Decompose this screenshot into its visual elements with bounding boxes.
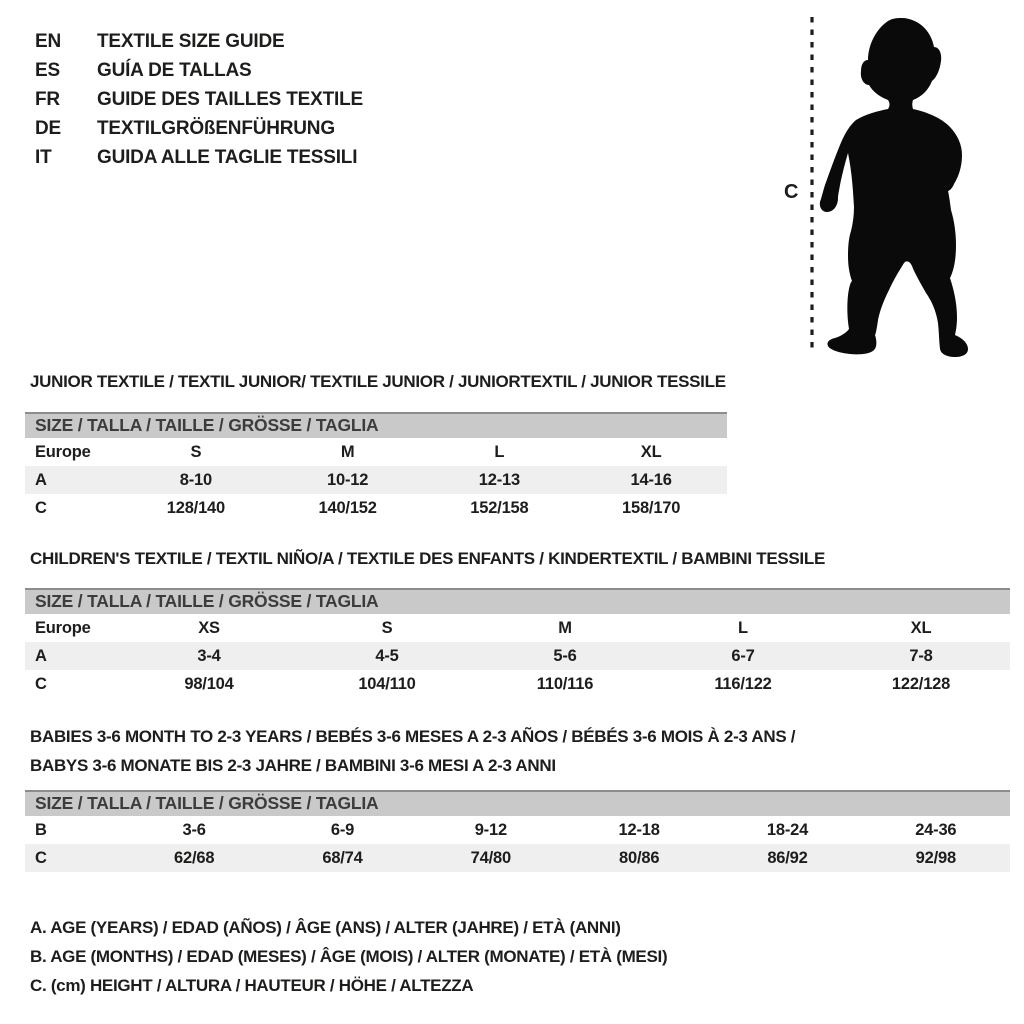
language-label: GUIDE DES TAILLES TEXTILE (97, 89, 363, 110)
cell-value: 98/104 (184, 675, 234, 693)
cell-value: L (738, 619, 748, 637)
footnotes (30, 913, 667, 1000)
language-code: ES (35, 60, 60, 81)
cell-value: XL (640, 443, 662, 461)
section-title-babies-line2: BABYS 3-6 MONATE BIS 2-3 JAHRE / BAMBINI 3-6 MESI A 2-3 ANNI (30, 756, 556, 775)
row-label: A (35, 647, 47, 665)
cell-value: 104/110 (358, 675, 416, 693)
cell-value: XS (198, 619, 220, 637)
size-table-header: SIZE / TALLA / TAILLE / GRÖSSE / TAGLIA (25, 790, 1010, 816)
cell-value: 9-12 (474, 821, 507, 839)
language-code: EN (35, 31, 61, 52)
cell-value: 5-6 (553, 647, 577, 665)
language-row (35, 114, 363, 143)
language-row (35, 27, 363, 56)
measurement-figure (780, 5, 1010, 365)
cell-value: 110/116 (536, 675, 594, 693)
cell-value: 80/86 (619, 849, 660, 867)
language-code: FR (35, 89, 60, 110)
cell-value: 6-7 (731, 647, 755, 665)
section-title-babies-line1: BABIES 3-6 MONTH TO 2-3 YEARS / BEBÉS 3-6 MESES A 2-3 AÑOS / BÉBÉS 3-6 MOIS À 2-3 ANS / (30, 727, 796, 746)
table-row (25, 466, 727, 494)
row-label: Europe (35, 443, 91, 461)
row-label: C (35, 849, 47, 867)
table-row (25, 494, 727, 522)
row-label: C (35, 499, 47, 517)
cell-value: 14-16 (630, 471, 672, 489)
language-row (35, 85, 363, 114)
cell-value: 8-10 (179, 471, 212, 489)
language-label: TEXTILE SIZE GUIDE (97, 31, 285, 52)
language-label: GUIDA ALLE TAGLIE TESSILI (97, 147, 358, 168)
language-label: TEXTILGRÖßENFÜHRUNG (97, 118, 335, 139)
footnote-b: B. AGE (MONTHS) / EDAD (MESES) / ÂGE (MOIS) / ALTER (MONATE) / ETÀ (MESI) (30, 947, 668, 966)
table-row (25, 614, 1010, 642)
cell-value: L (494, 443, 505, 461)
cell-value: S (381, 619, 393, 637)
footnote-c: C. (cm) HEIGHT / ALTURA / HAUTEUR / HÖHE / ALTEZZA (30, 976, 474, 995)
cell-value: 18-24 (766, 821, 809, 839)
table-row (25, 670, 1010, 698)
cell-value: 6-9 (330, 821, 355, 839)
section-title-junior: JUNIOR TEXTILE / TEXTIL JUNIOR/ TEXTILE JUNIOR / JUNIORTEXTIL / JUNIOR TESSILE (30, 372, 726, 391)
babies-size-table (25, 790, 1010, 872)
cell-value: 152/158 (470, 499, 529, 517)
junior-size-table (25, 412, 727, 522)
table-row (25, 642, 1010, 670)
section-title-children: CHILDREN'S TEXTILE / TEXTIL NIÑO/A / TEXTILE DES ENFANTS / KINDERTEXTIL / BAMBINI TESSILE (30, 549, 825, 568)
cell-value: XL (910, 619, 932, 637)
cell-value: 3-6 (182, 821, 206, 839)
language-label: GUÍA DE TALLAS (97, 60, 252, 81)
baby-silhouette-icon (780, 5, 1010, 365)
height-label: C (784, 181, 799, 203)
row-label: C (35, 675, 47, 693)
footnote-a: A. AGE (YEARS) / EDAD (AÑOS) / ÂGE (ANS) / ALTER (JAHRE) / ETÀ (ANNI) (30, 918, 621, 937)
row-label: A (35, 471, 47, 489)
size-table-header: SIZE / TALLA / TAILLE / GRÖSSE / TAGLIA (25, 588, 1010, 614)
cell-value: 68/74 (322, 849, 363, 867)
cell-value: 158/170 (622, 499, 681, 517)
cell-value: 122/128 (891, 675, 951, 693)
toddler-silhouette (820, 18, 968, 357)
cell-value: M (340, 443, 355, 461)
cell-value: 86/92 (767, 849, 808, 867)
cell-value: 62/68 (174, 849, 215, 867)
language-list (35, 27, 363, 172)
table-row (25, 816, 1010, 844)
cell-value: 4-5 (375, 647, 399, 665)
cell-value: 116/122 (714, 675, 772, 693)
language-code: DE (35, 118, 61, 139)
table-row (25, 438, 727, 466)
cell-value: 12-18 (618, 821, 660, 839)
cell-value: 12-13 (478, 471, 520, 489)
language-code: IT (35, 147, 52, 168)
cell-value: 24-36 (915, 821, 957, 839)
table-row (25, 844, 1010, 872)
cell-value: S (190, 443, 202, 461)
size-table-header: SIZE / TALLA / TAILLE / GRÖSSE / TAGLIA (25, 412, 727, 438)
cell-value: 92/98 (915, 849, 956, 867)
children-size-table (25, 588, 1010, 698)
cell-value: 128/140 (166, 499, 225, 517)
cell-value: 3-4 (197, 647, 221, 665)
row-label: B (35, 821, 47, 839)
cell-value: 74/80 (470, 849, 511, 867)
row-label: Europe (35, 619, 91, 637)
language-row (35, 143, 363, 172)
language-row (35, 56, 363, 85)
cell-value: 140/152 (318, 499, 377, 517)
cell-value: 7-8 (909, 647, 933, 665)
cell-value: 10-12 (327, 471, 369, 489)
cell-value: M (558, 619, 572, 637)
